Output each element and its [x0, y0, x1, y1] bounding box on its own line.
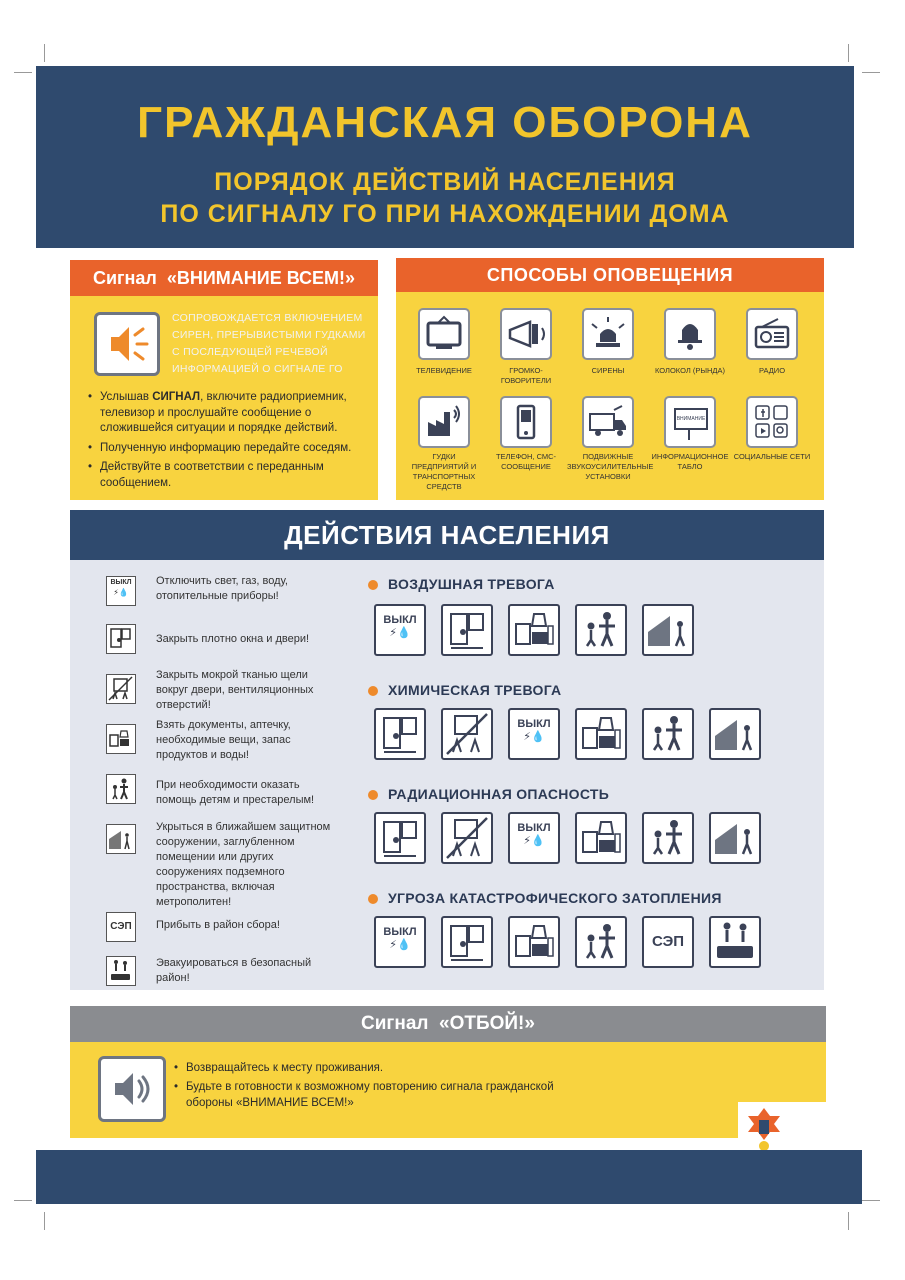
- help-elderly-icon: [575, 604, 627, 656]
- seal-gaps-icon: [106, 674, 136, 704]
- notify-label-loudspeaker: ГРОМКО-ГОВОРИТЕЛИ: [500, 366, 552, 385]
- radio-icon: [746, 308, 798, 360]
- subtitle-line-1: ПОРЯДОК ДЕЙСТВИЙ НАСЕЛЕНИЯ: [214, 168, 676, 196]
- signal-attention-description: СОПРОВОЖДАЕТСЯ ВКЛЮЧЕНИЕМ СИРЕН, ПРЕРЫВИСТЫМИ ГУДКАМИ С ПОСЛЕДУЮЩЕЙ РЕЧЕВОЙ ИНФОРМАЦИЕЙ О СИГНАЛЕ ГО: [172, 312, 366, 375]
- truck-icon: [582, 396, 634, 448]
- crop-mark: [862, 72, 880, 73]
- crop-mark: [44, 44, 45, 62]
- speaker-icon: [98, 1056, 166, 1122]
- actions-heading: ДЕЙСТВИЯ НАСЕЛЕНИЯ: [70, 510, 824, 560]
- section-title-flood: УГРОЗА КАТАСТРОФИЧЕСКОГО ЗАТОПЛЕНИЯ: [388, 890, 722, 906]
- section-title-air: ВОЗДУШНАЯ ТРЕВОГА: [388, 576, 555, 592]
- close-windows-icon: [106, 624, 136, 654]
- rule-text: Укрыться в ближайшем защитном сооружении, заглубленном помещении или других сооружениях подземного пространства, включая метрополитен!: [156, 821, 331, 908]
- signal-attention-body: [70, 296, 378, 500]
- subtitle-line-2: ПО СИГНАЛУ ГО ПРИ НАХОЖДЕНИИ ДОМА: [160, 200, 730, 228]
- bell-icon: [664, 308, 716, 360]
- notify-label-phone: ТЕЛЕФОН, СМС-СООБЩЕНИЕ: [495, 452, 557, 471]
- notify-label-radio: РАДИО: [758, 366, 786, 375]
- switch-off-icon: ВЫКЛ ⚡💧: [508, 812, 560, 864]
- bullet-bold-text: СИГНАЛ: [152, 391, 201, 403]
- section-title-radiation: РАДИАЦИОННАЯ ОПАСНОСТЬ: [388, 786, 610, 802]
- bullet-text: , включите радиоприемник, телевизор и прослушайте сообщение о сложившейся ситуации и порядке действий.: [100, 391, 347, 434]
- speaker-icon: [94, 312, 160, 376]
- switch-off-icon: ВЫКЛ ⚡💧: [374, 604, 426, 656]
- section-bullet: [368, 894, 378, 904]
- notify-label-bell: КОЛОКОЛ (РЫНДА): [655, 366, 725, 375]
- switch-off-icon: ВЫКЛ ⚡💧: [508, 708, 560, 760]
- section-bullet: [368, 580, 378, 590]
- section-bullet: [368, 686, 378, 696]
- crop-mark: [848, 1212, 849, 1230]
- close-windows-icon: [374, 708, 426, 760]
- rule-text: Закрыть мокрой тканью щели вокруг двери, вентиляционных отверстий!: [156, 669, 314, 711]
- loudspeaker-icon: [500, 308, 552, 360]
- signal-otboy-body: [70, 1042, 826, 1138]
- crop-mark: [44, 1212, 45, 1230]
- seal-gaps-icon: [441, 812, 493, 864]
- switch-off-icon: ВЫКЛ ⚡💧: [106, 576, 136, 606]
- siren-icon: [582, 308, 634, 360]
- evacuate-icon: [106, 956, 136, 986]
- signal-otboy-heading: Сигнал «ОТБОЙ!»: [70, 1006, 826, 1042]
- notification-heading: СПОСОБЫ ОПОВЕЩЕНИЯ: [396, 258, 824, 292]
- close-windows-icon: [374, 812, 426, 864]
- help-elderly-icon: [642, 708, 694, 760]
- header-banner: [36, 66, 854, 248]
- signal-attention-heading: Сигнал «ВНИМАНИЕ ВСЕМ!»: [70, 260, 378, 296]
- notify-label-board: ИНФОРМАЦИОННОЕ ТАБЛО: [651, 452, 729, 471]
- list-item: • Полученную информацию передайте соседям.: [88, 441, 368, 457]
- actions-panel: [70, 560, 824, 990]
- seal-gaps-icon: [441, 708, 493, 760]
- notification-panel: [396, 258, 824, 500]
- factory-icon: [418, 396, 470, 448]
- social-icon: [746, 396, 798, 448]
- rule-text: Закрыть плотно окна и двери!: [156, 633, 310, 645]
- rule-text: Взять документы, аптечку, необходимые вещи, запас продуктов и воды!: [156, 719, 291, 761]
- list-item: • Возвращайтесь к месту проживания.: [174, 1060, 594, 1076]
- bullet-text: Услышав: [100, 391, 153, 403]
- mchs-logo-icon: [744, 1106, 784, 1154]
- tv-icon: [418, 308, 470, 360]
- board-text: ВНИМАНИЕ: [674, 408, 708, 430]
- help-elderly-icon: [575, 916, 627, 968]
- documents-kit-icon: [575, 708, 627, 760]
- icon-text-off: ВЫКЛ: [110, 579, 132, 586]
- notify-label-siren: СИРЕНЫ: [591, 366, 625, 375]
- shelter-icon: [642, 604, 694, 656]
- rule-text: Отключить свет, газ, воду, отопительные приборы!: [156, 575, 288, 602]
- documents-kit-icon: [508, 604, 560, 656]
- crop-mark: [14, 1200, 32, 1201]
- icon-text-sep: СЭП: [110, 921, 132, 932]
- board-icon: [664, 396, 716, 448]
- signal-attention-list: [88, 390, 368, 495]
- crop-mark: [14, 72, 32, 73]
- notify-label-factory: ГУДКИ ПРЕДПРИЯТИЙ И ТРАНСПОРТНЫХ СРЕДСТВ: [411, 452, 477, 491]
- rule-text: Эвакуироваться в безопасный район!: [156, 957, 312, 984]
- crop-mark: [848, 44, 849, 62]
- shelter-icon: [106, 824, 136, 854]
- rule-text: При необходимости оказать помощь детям и престарелым!: [156, 779, 315, 806]
- list-item: [88, 390, 368, 437]
- help-elderly-icon: [106, 774, 136, 804]
- crop-mark: [862, 1200, 880, 1201]
- list-item: • Действуйте в соответствии с переданным сообщением.: [88, 460, 368, 491]
- rule-text: Прибыть в район сбора!: [156, 919, 280, 931]
- documents-kit-icon: [508, 916, 560, 968]
- documents-kit-icon: [106, 724, 136, 754]
- notify-label-truck: ПОДВИЖНЫЕ ЗВУКОУСИЛИТЕЛЬНЫЕ УСТАНОВКИ: [567, 452, 654, 481]
- page-title: ГРАЖДАНСКАЯ ОБОРОНА: [137, 98, 753, 147]
- section-title-chemical: ХИМИЧЕСКАЯ ТРЕВОГА: [388, 682, 562, 698]
- section-bullet: [368, 790, 378, 800]
- help-elderly-icon: [642, 812, 694, 864]
- evacuate-icon: [709, 916, 761, 968]
- close-windows-icon: [441, 916, 493, 968]
- sep-icon: СЭП: [642, 916, 694, 968]
- notify-label-tv: ТЕЛЕВИДЕНИЕ: [416, 366, 472, 375]
- shelter-icon: [709, 812, 761, 864]
- documents-kit-icon: [575, 812, 627, 864]
- notification-body: [396, 292, 824, 500]
- switch-off-icon: ВЫКЛ ⚡💧: [374, 916, 426, 968]
- footer-bar: [36, 1150, 862, 1204]
- shelter-icon: [709, 708, 761, 760]
- list-item: • Будьте в готовности к возможному повторению сигнала гражданской обороны «ВНИМАНИЕ ВСЕМ!»: [174, 1079, 594, 1111]
- phone-icon: [500, 396, 552, 448]
- signal-otboy-list: [174, 1060, 594, 1114]
- close-windows-icon: [441, 604, 493, 656]
- sep-icon: [106, 912, 136, 942]
- notify-label-social: СОЦИАЛЬНЫЕ СЕТИ: [733, 452, 811, 461]
- signal-attention-panel: [70, 260, 378, 500]
